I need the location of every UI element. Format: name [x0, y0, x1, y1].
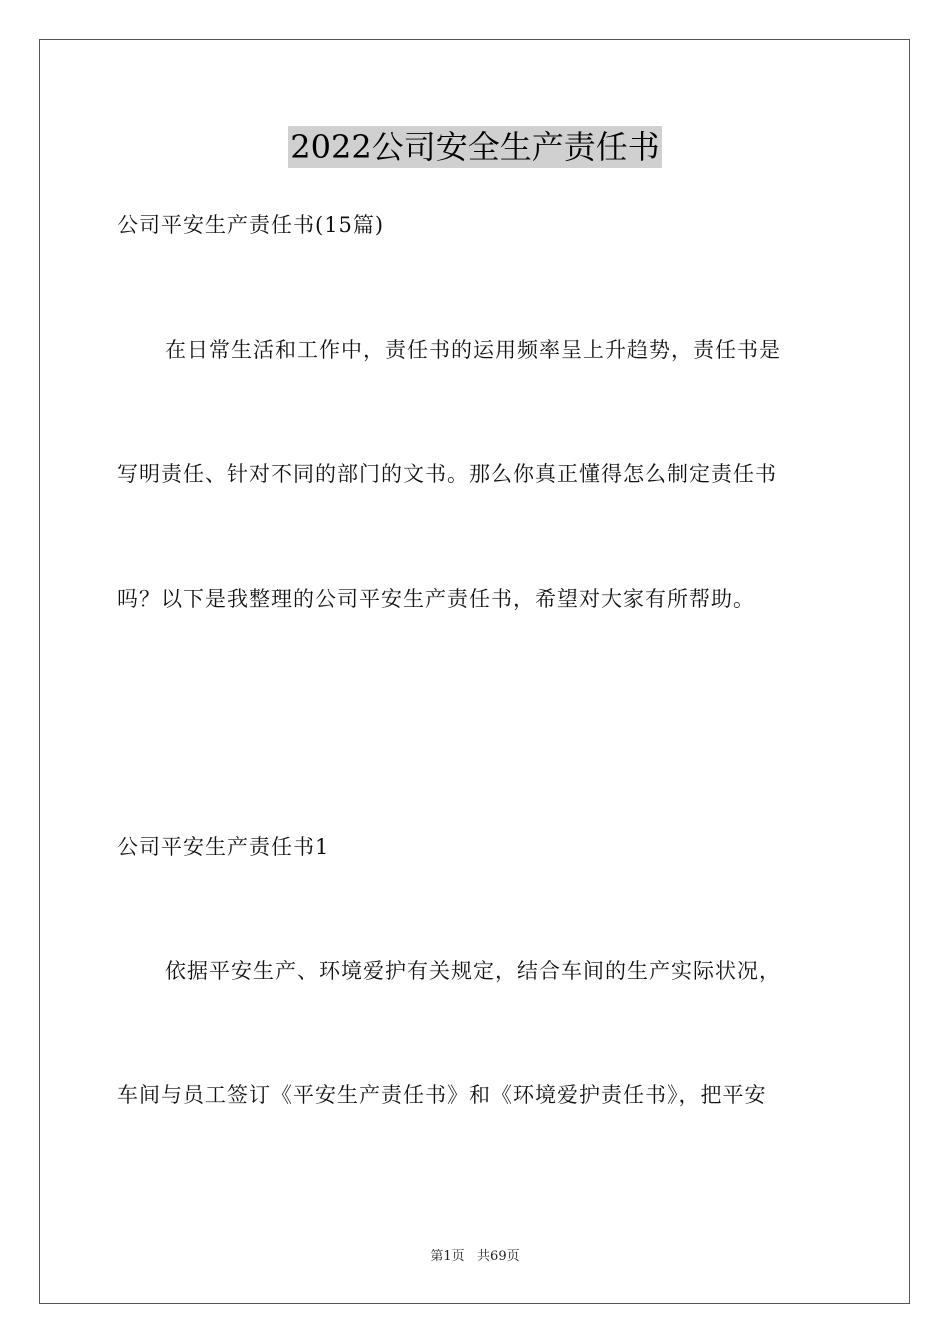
page-footer: 第1页 共69页 — [430, 1249, 520, 1264]
intro-line-2: 写明责任、针对不同的部门的文书。那么你真正懂得怎么制定责任书 — [117, 462, 777, 486]
section-heading: 公司平安生产责任书1 — [117, 835, 330, 859]
intro-line-1: 在日常生活和工作中，责任书的运用频率呈上升趋势，责任书是 — [165, 338, 781, 362]
intro-line-3: 吗？以下是我整理的公司平安生产责任书，希望对大家有所帮助。 — [117, 587, 755, 611]
document-title: 2022公司安全生产责任书 — [290, 128, 660, 166]
section-line-1: 依据平安生产、环境爱护有关规定，结合车间的生产实际状况， — [165, 959, 781, 983]
section-line-2: 车间与员工签订《平安生产责任书》和《环境爱护责任书》，把平安 — [117, 1083, 767, 1107]
document-subtitle: 公司平安生产责任书(15篇) — [117, 213, 385, 237]
title-container — [0, 126, 950, 168]
